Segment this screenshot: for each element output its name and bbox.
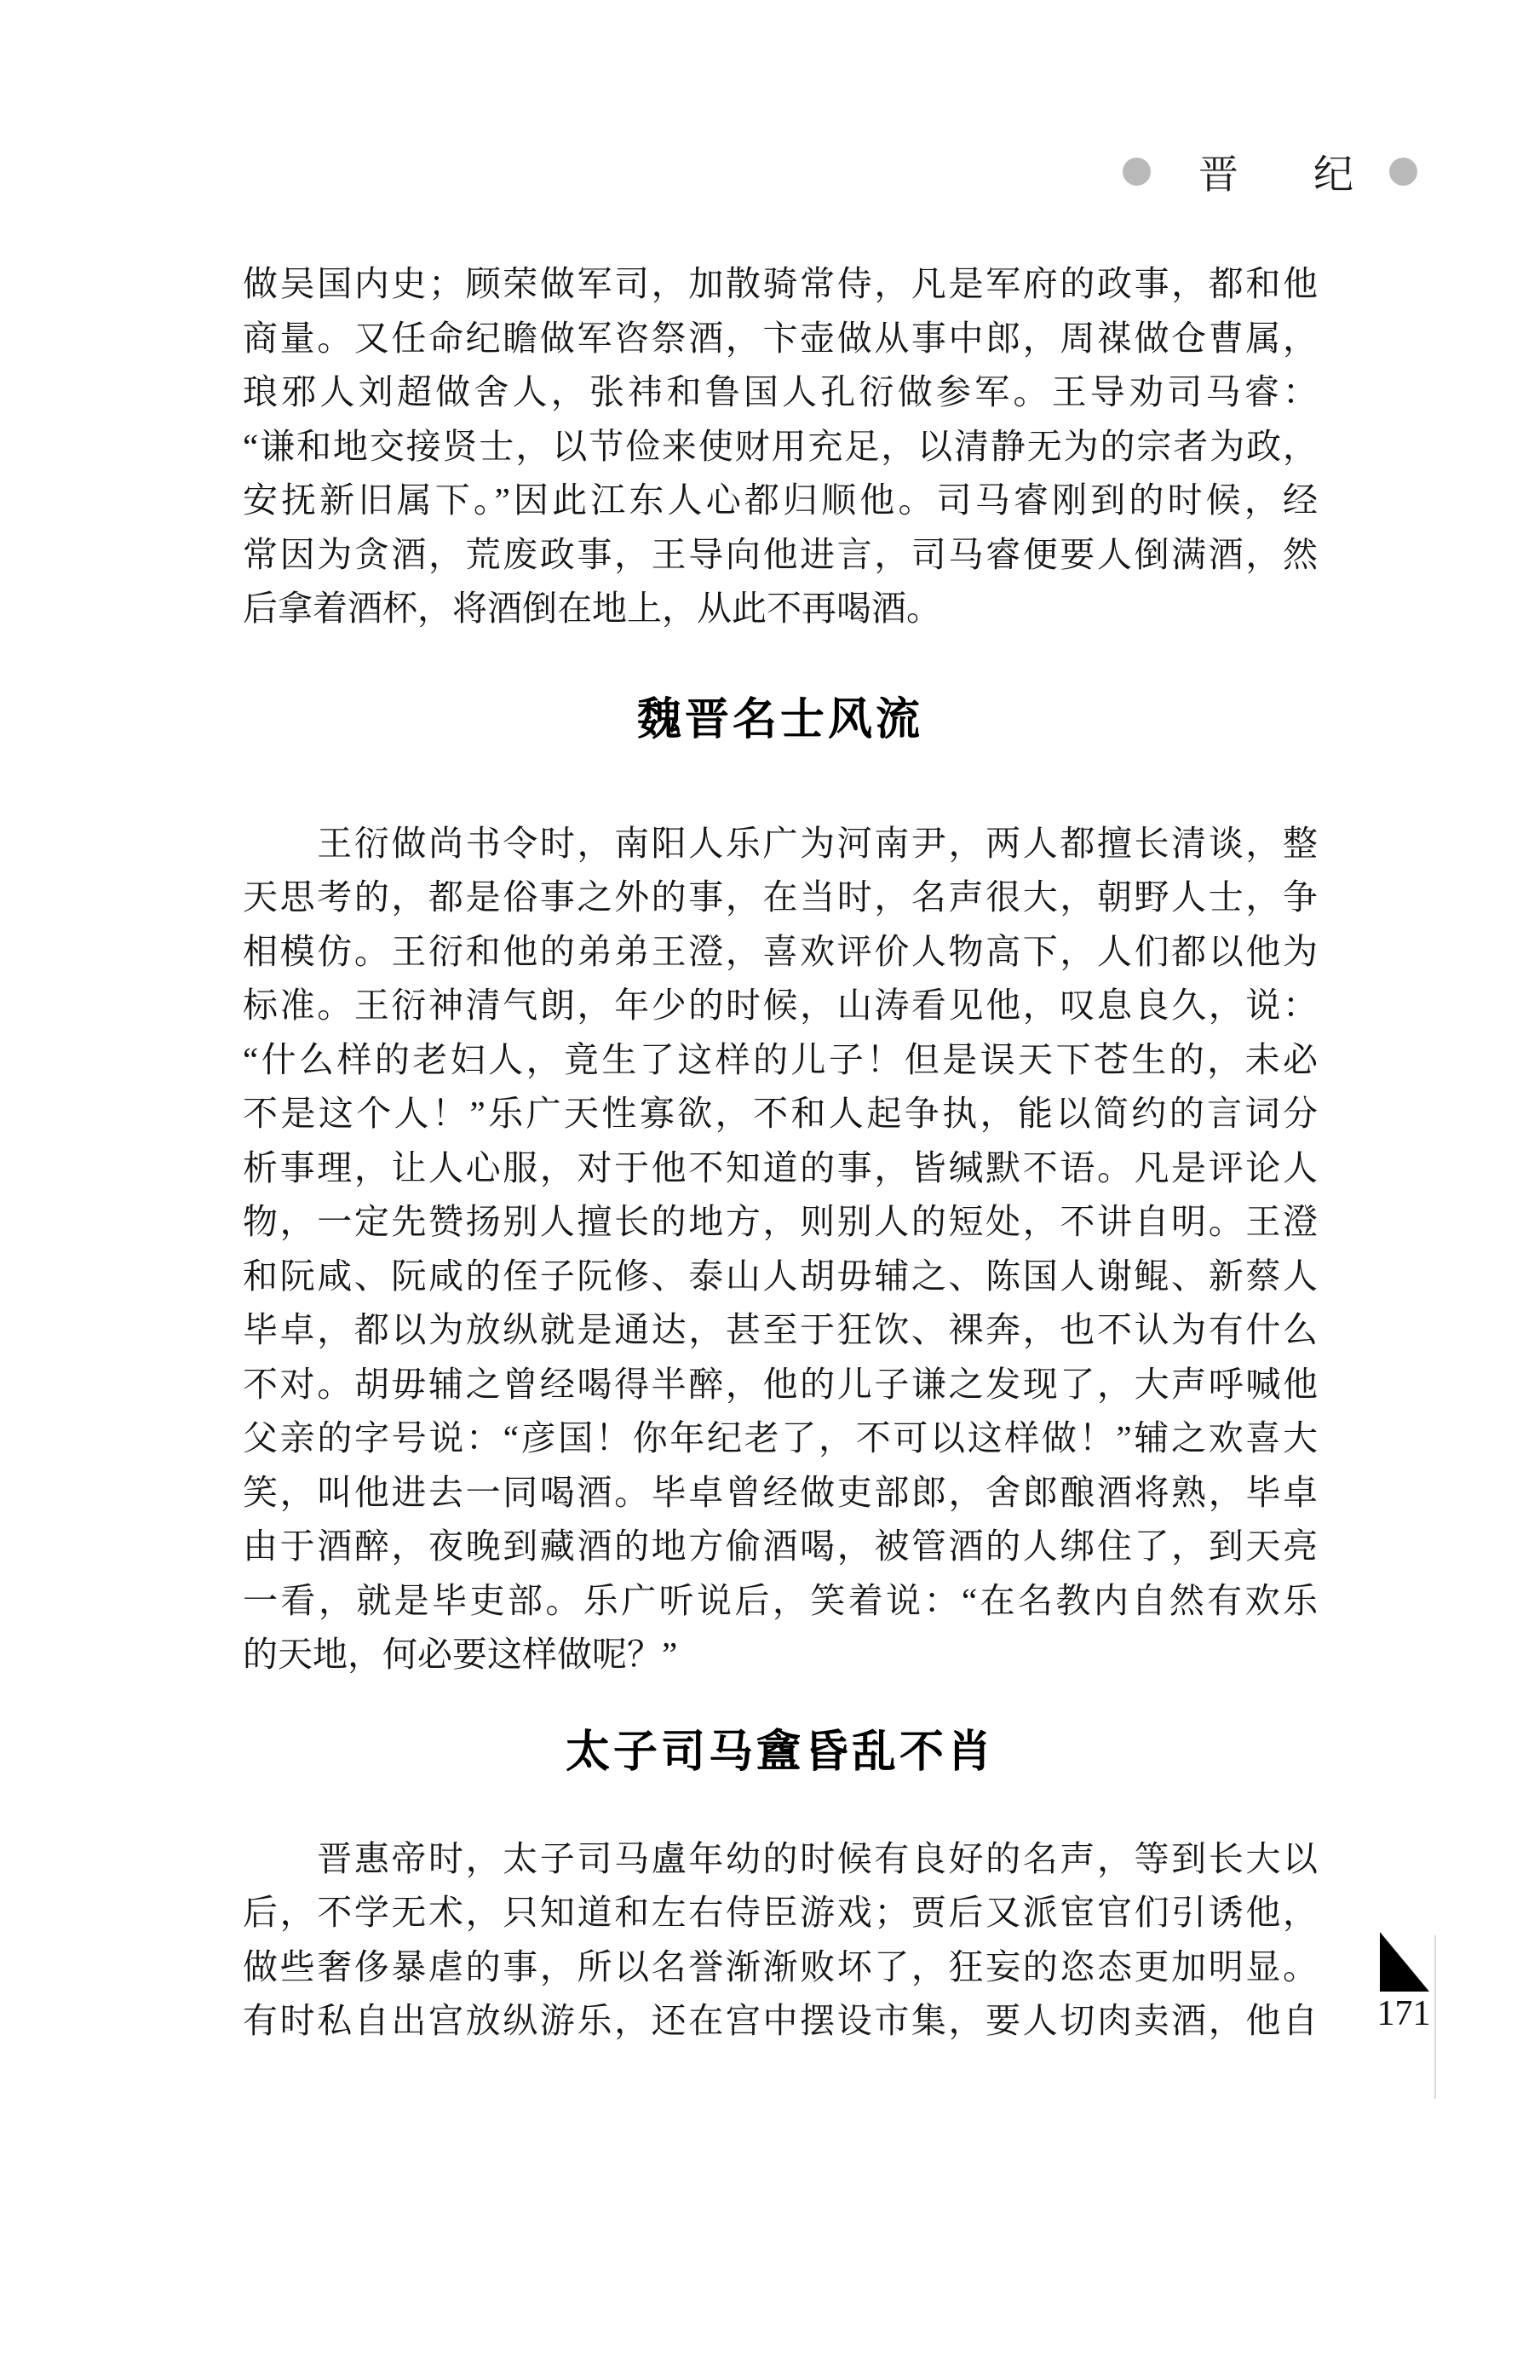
body-line: 安抚新旧属下。”因此江东人心都归顺他。司马睿刚到的时候，经 xyxy=(243,480,1318,520)
paragraph-3 xyxy=(243,1832,1318,2049)
body-line: 析事理，让人心服，对于他不知道的事，皆缄默不语。凡是评论人 xyxy=(243,1147,1318,1187)
header-title-char-1: 晋 xyxy=(1198,152,1238,197)
body-line: 做吴国内史；顾荣做军司，加散骑常侍，凡是军府的政事，都和他 xyxy=(243,264,1318,303)
body-line: 做些奢侈暴虐的事，所以名誉渐渐败坏了，狂妄的恣态更加明显。 xyxy=(243,1946,1318,1986)
body-line: 后，不学无术，只知道和左右侍臣游戏；贾后又派宦官们引诱他， xyxy=(243,1893,1318,1932)
header-title-char-2: 纪 xyxy=(1313,152,1353,197)
header-dot-icon xyxy=(1389,158,1417,186)
section-heading-1: 魏晋名士风流 xyxy=(636,694,923,744)
header-dot-icon xyxy=(1123,158,1151,186)
body-line: 笑，叫他进去一同喝酒。毕卓曾经做吏部郎，舍郎酿酒将熟，毕卓 xyxy=(243,1472,1318,1512)
body-line: 王衍做尚书令时，南阳人乐广为河南尹，两人都擅长清谈，整 xyxy=(243,823,1318,863)
body-line: 常因为贪酒，荒废政事，王导向他进言，司马睿便要人倒满酒，然 xyxy=(243,534,1318,574)
page-number: 171 xyxy=(1376,1994,1431,2033)
section-heading-2: 太子司马盦昏乱不肖 xyxy=(565,1727,995,1777)
body-line: 不对。胡毋辅之曾经喝得半醉，他的儿子谦之发现了，大声呼喊他 xyxy=(243,1364,1318,1404)
running-header xyxy=(1123,143,1417,200)
body-line: 父亲的字号说：“彦国！你年纪老了，不可以这样做！”辅之欢喜大 xyxy=(243,1418,1318,1457)
corner-triangle-icon xyxy=(1380,1932,1429,1992)
body-line: 琅邪人刘超做舍人，张祎和鲁国人孔衍做参军。王导劝司马睿： xyxy=(243,372,1318,411)
paragraph-1 xyxy=(243,257,1318,636)
body-line: 标准。王衍神清气朗，年少的时候，山涛看见他，叹息良久，说： xyxy=(243,986,1318,1025)
body-line: 物，一定先赞扬别人擅长的地方，则别人的短处，不讲自明。王澄 xyxy=(243,1202,1318,1241)
body-line: 毕卓，都以为放纵就是通达，甚至于狂饮、裸奔，也不认为有什么 xyxy=(243,1310,1318,1349)
paragraph-2 xyxy=(243,817,1318,1682)
body-line: 由于酒醉，夜晚到藏酒的地方偷酒喝，被管酒的人绑住了，到天亮 xyxy=(243,1526,1318,1566)
body-line: “谦和地交接贤士，以节俭来使财用充足，以清静无为的宗者为政， xyxy=(243,426,1318,466)
body-line: 商量。又任命纪瞻做军咨祭酒，卞壶做从事中郎，周禖做仓曹属， xyxy=(243,318,1318,358)
body-line: 的天地，何必要这样做呢？” xyxy=(243,1635,678,1674)
body-line: “什么样的老妇人，竟生了这样的儿子！但是误天下苍生的，未必 xyxy=(243,1039,1318,1079)
body-line: 晋惠帝时，太子司马盧年幼的时候有良好的名声，等到长大以 xyxy=(243,1838,1318,1878)
body-line: 天思考的，都是俗事之外的事，在当时，名声很大，朝野人士，争 xyxy=(243,877,1318,917)
body-line: 后拿着酒杯，将酒倒在地上，从此不再喝酒。 xyxy=(243,589,941,628)
page-body xyxy=(243,257,1318,2049)
body-line: 不是这个人！”乐广天性寡欲，不和人起争执，能以简约的言词分 xyxy=(243,1094,1318,1133)
body-line: 一看，就是毕吏部。乐广听说后，笑着说：“在名教内自然有欢乐 xyxy=(243,1580,1318,1620)
body-line: 和阮咸、阮咸的侄子阮修、泰山人胡毋辅之、陈国人谢鲲、新蔡人 xyxy=(243,1256,1318,1296)
body-line: 相模仿。王衍和他的弟弟王澄，喜欢评价人物高下，人们都以他为 xyxy=(243,931,1318,971)
body-line: 有时私自出宫放纵游乐，还在宫中摆设市集，要人切肉卖酒，他自 xyxy=(243,2001,1318,2040)
